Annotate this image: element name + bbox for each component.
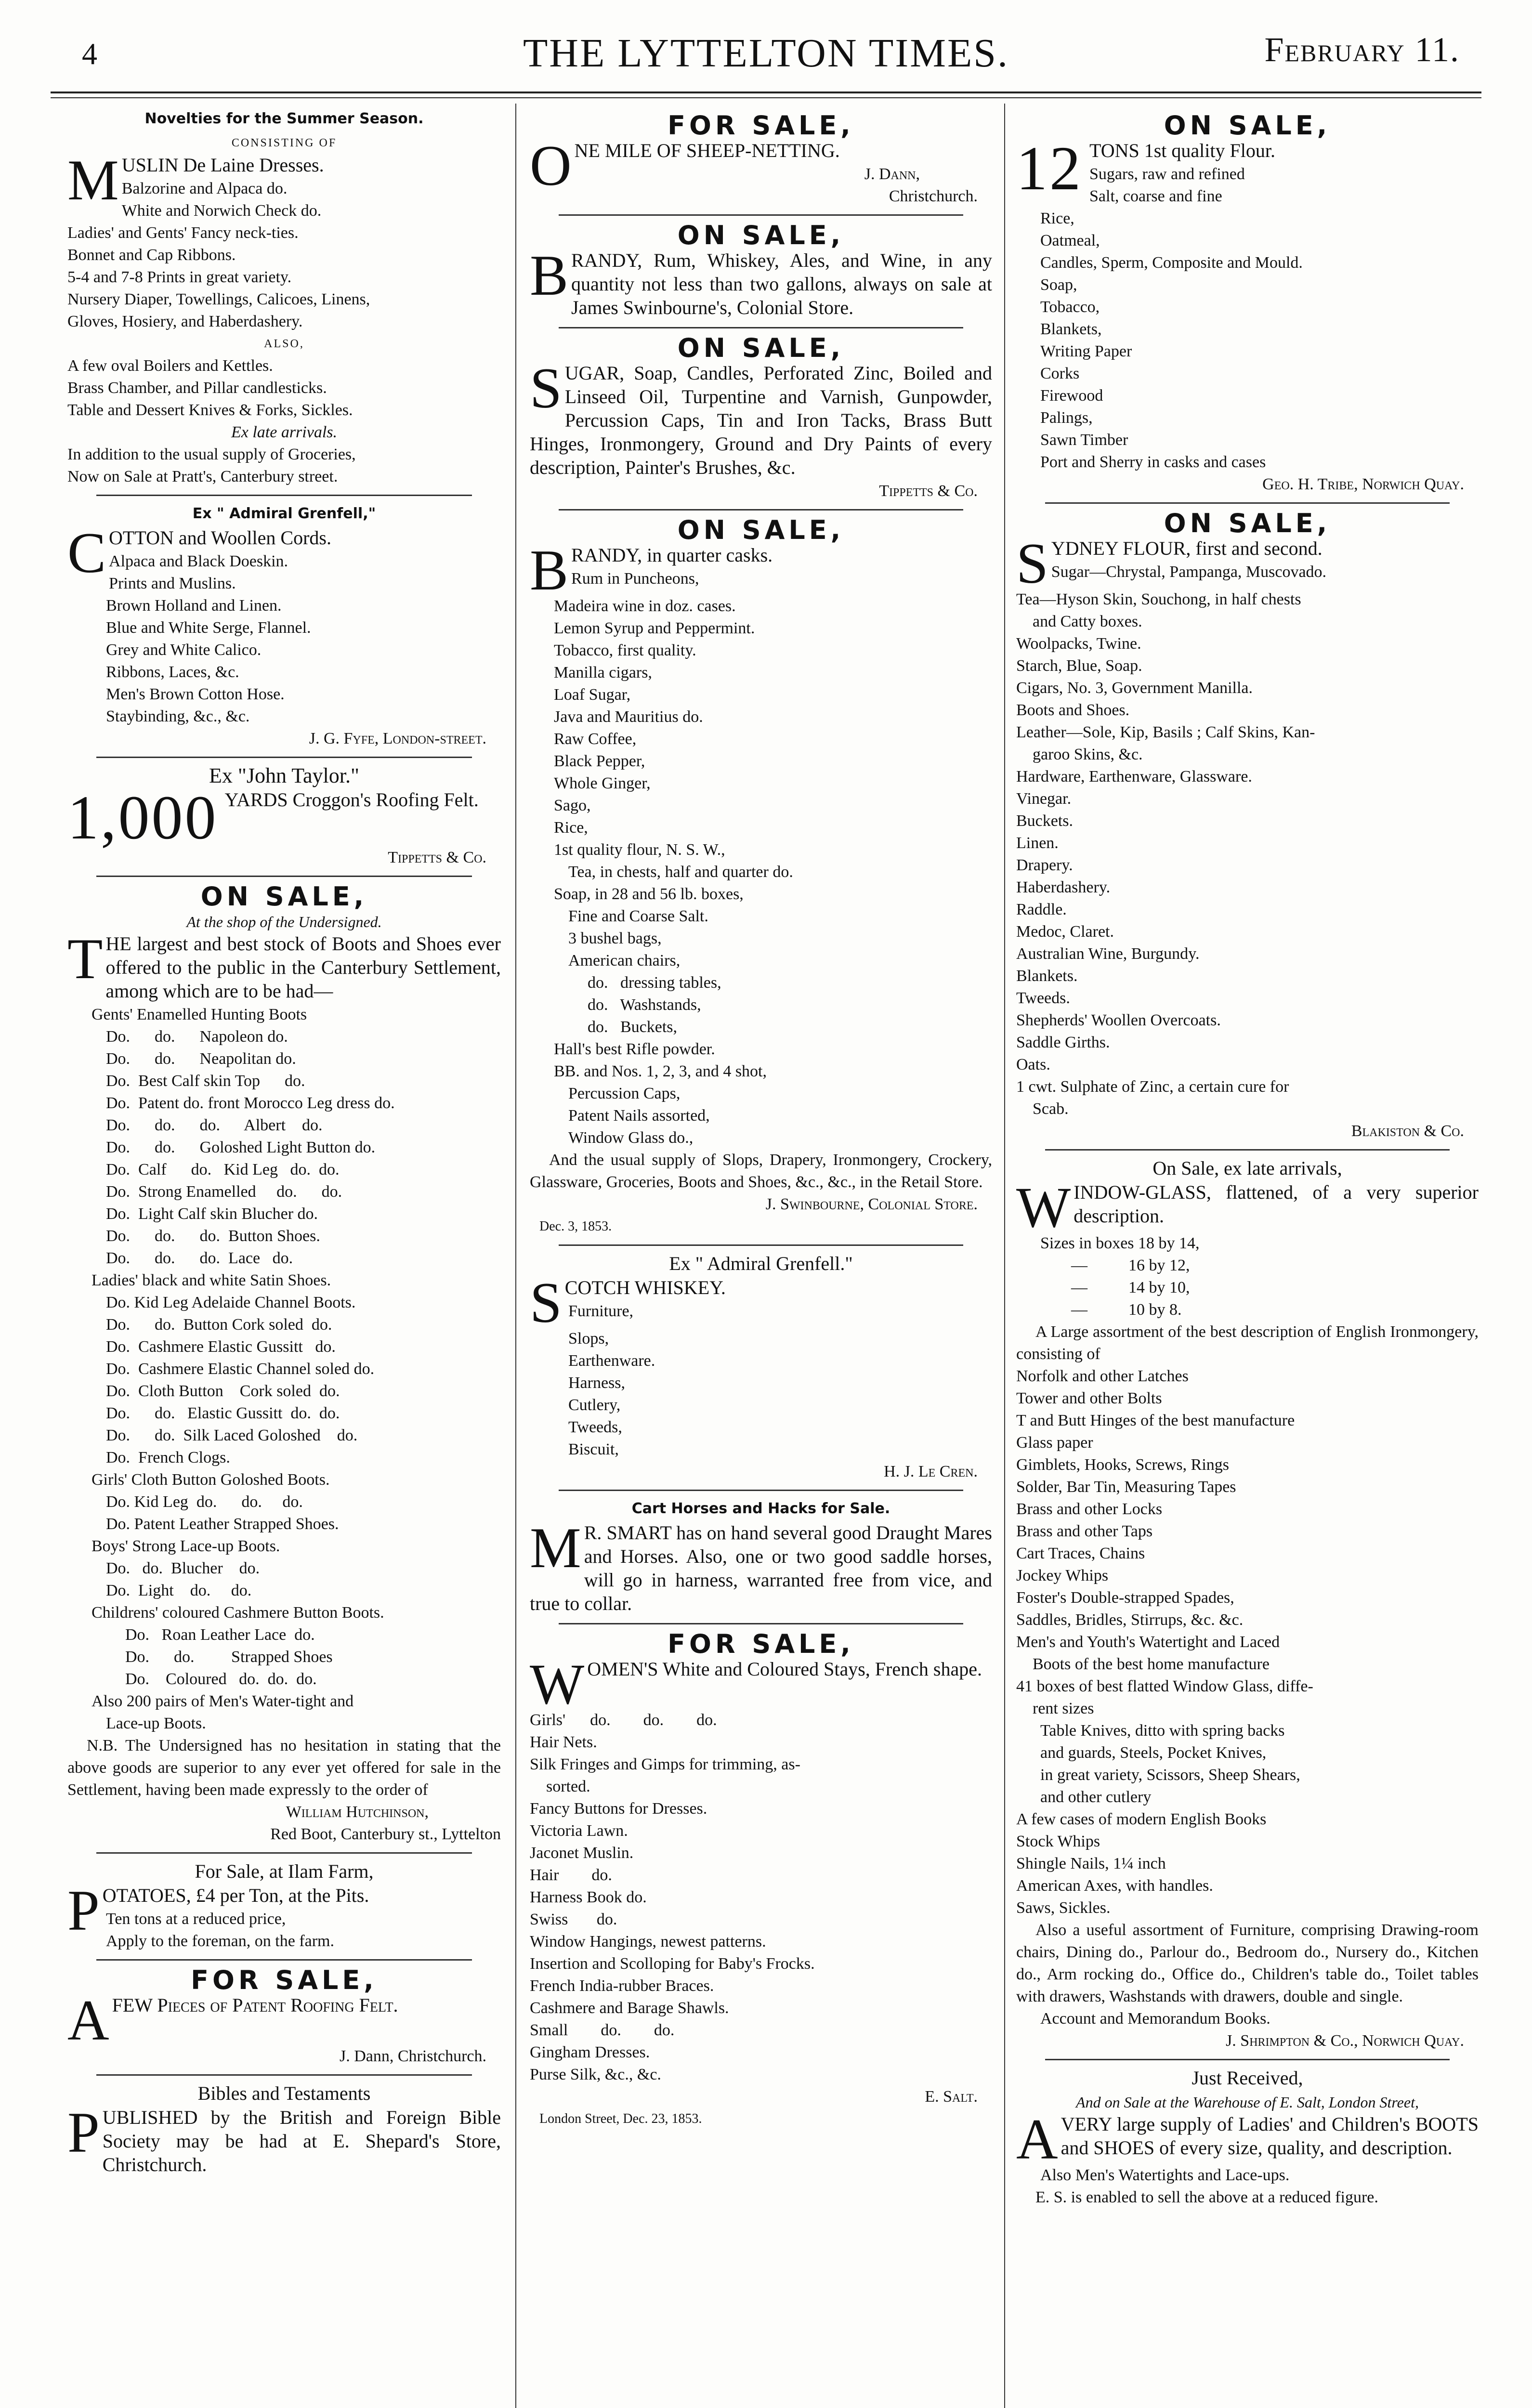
ad-line: Oats. — [1016, 1056, 1050, 1073]
ad-line: Candles, Sperm, Composite and Mould. — [1040, 254, 1303, 272]
ad-line: Account and Memorandum Books. — [1040, 2010, 1270, 2028]
ad-line: Brass Chamber, and Pillar candlesticks. — [67, 379, 327, 397]
ad-heading: Ex " Admiral Grenfell." — [669, 1253, 853, 1274]
ad-line: Salt, coarse and fine — [1089, 187, 1222, 205]
ad-line: Brass and other Locks — [1016, 1500, 1163, 1518]
ad-line: Men's and Youth's Watertight and Laced — [1016, 1633, 1280, 1651]
ad-line: E. S. is enabled to sell the above at a reduced figure. — [1035, 2188, 1378, 2206]
ad-boots-and-shoes — [67, 881, 501, 1845]
ad-heading: FOR SALE, — [668, 1629, 854, 1659]
ad-line: Do. do. do. Lace do. — [106, 1249, 293, 1267]
ad-heading: Ex "John Taylor." — [209, 764, 359, 787]
ad-subheading: CONSISTING OF — [231, 137, 337, 149]
ad-line: Scab. — [1016, 1100, 1069, 1118]
ad-line: Oatmeal, — [1040, 232, 1100, 249]
ad-line: Do. Strong Enamelled do. do. — [106, 1183, 342, 1201]
ad-line: French India-rubber Braces. — [530, 1977, 714, 1995]
ad-line: Saddle Girths. — [1016, 1034, 1110, 1051]
ad-also: ALSO, — [264, 338, 304, 350]
ad-line: Brown Holland and Linen. — [106, 597, 282, 615]
ad-line: Gloves, Hosiery, and Haberdashery. — [67, 313, 303, 330]
ad-heading: ON SALE, — [1164, 508, 1331, 538]
ad-line: and other cutlery — [1040, 1788, 1152, 1806]
ad-line: A few cases of modern English Books — [1016, 1810, 1267, 1828]
masthead — [0, 0, 1532, 96]
ad-line: Apply to the foreman, on the farm. — [106, 1932, 334, 1950]
ad-line: Do. Patent Leather Strapped Shoes. — [106, 1515, 339, 1533]
ad-line: Palings, — [1040, 409, 1093, 427]
ad-line: Do. Roan Leather Lace do. — [125, 1626, 315, 1644]
ad-line: Tea, in chests, half and quarter do. — [568, 863, 793, 881]
ad-line: 1 cwt. Sulphate of Zinc, a certain cure for — [1016, 1078, 1289, 1096]
drop-cap: M — [530, 1516, 581, 1580]
ad-line: Do. do. Goloshed Light Button do. — [106, 1139, 376, 1156]
ad-line: Cart Traces, Chains — [1016, 1544, 1145, 1562]
ad-separator — [96, 1959, 472, 1961]
ad-line: Table Knives, ditto with spring backs — [1040, 1722, 1285, 1740]
ad-heading: ON SALE, — [677, 333, 845, 363]
ad-signature: J. G. Fyfe, London-street. — [309, 730, 486, 747]
ad-separator — [96, 2074, 472, 2076]
ad-line: Vinegar. — [1016, 790, 1072, 808]
ad-line: Buckets. — [1016, 812, 1074, 830]
ad-signature: E. Salt. — [925, 2088, 978, 2106]
ad-line: Jockey Whips — [1016, 1567, 1109, 1584]
ad-text: FEW Pieces of Patent Roofing Felt. — [112, 1994, 398, 2016]
ad-line: Haberdashery. — [1016, 878, 1111, 896]
ad-line: Tea—Hyson Skin, Souchong, in half chests — [1016, 590, 1301, 608]
ad-line: Sugars, raw and refined — [1089, 165, 1245, 183]
ad-first-line: YDNEY FLOUR, first and second. — [1051, 537, 1322, 559]
ad-line: Glass paper — [1016, 1434, 1093, 1452]
ad-line: T and Butt Hinges of the best manufacture — [1016, 1412, 1295, 1429]
ad-line: Harness Book do. — [530, 1888, 647, 1906]
page-number: 4 — [82, 37, 97, 71]
ad-line: Brass and other Taps — [1016, 1522, 1153, 1540]
drop-cap: P — [67, 1878, 100, 1942]
ad-line: Lace-up Boots. — [106, 1714, 206, 1732]
ad-big-number: 12 — [1016, 134, 1083, 203]
ad-big-number: 1,000 — [67, 783, 218, 852]
ad-subheading: And on Sale at the Warehouse of E. Salt, London Street, — [1076, 2094, 1419, 2111]
ad-john-taylor-felt — [67, 765, 501, 869]
ad-signature-place: Christchurch. — [889, 187, 978, 205]
ad-first-line: RANDY, in quarter casks. — [571, 544, 773, 566]
ad-line: Do. do. Napoleon do. — [106, 1028, 288, 1046]
ad-line: Slops, — [568, 1330, 609, 1348]
column-divider — [515, 104, 516, 2408]
ad-line: Raddle. — [1016, 901, 1067, 918]
ad-line: Do. do. Blucher do. — [106, 1559, 260, 1577]
ad-heading: ON SALE, — [677, 515, 845, 545]
ad-separator — [1045, 2059, 1450, 2060]
ad-signature: Blakiston & Co. — [1351, 1122, 1464, 1140]
ad-line: Rice, — [554, 819, 588, 837]
drop-cap: S — [530, 356, 562, 420]
ad-separator — [559, 1623, 963, 1624]
ad-separator — [96, 1852, 472, 1854]
ad-line: Port and Sherry in casks and cases — [1040, 453, 1266, 471]
ad-line: Purse Silk, &c., &c. — [530, 2066, 661, 2083]
ad-line: Silk Fringes and Gimps for trimming, as- — [530, 1755, 800, 1773]
ad-line: Do. Patent do. front Morocco Leg dress do. — [106, 1094, 395, 1112]
ad-line: and guards, Steels, Pocket Knives, — [1040, 1744, 1267, 1762]
issue-date: February 11. — [1264, 30, 1460, 69]
ad-line: Do. Light do. do. — [106, 1582, 252, 1599]
ad-line: Gimblets, Hooks, Screws, Rings — [1016, 1456, 1229, 1474]
ad-date: Dec. 3, 1853. — [539, 1219, 612, 1234]
drop-cap: A — [67, 1988, 109, 2052]
ad-heading: ON SALE, — [677, 220, 845, 250]
ad-first-line: OTATOES, £4 per Ton, at the Pits. — [102, 1885, 369, 1906]
drop-cap: T — [67, 927, 103, 991]
drop-cap: C — [67, 521, 106, 585]
ad-date: London Street, Dec. 23, 1853. — [539, 2111, 702, 2126]
column-3 — [1016, 106, 1479, 2408]
ad-line: Do. Calf do. Kid Leg do. do. — [106, 1161, 340, 1178]
ad-womens-stays — [530, 1629, 992, 2130]
ad-line: Ladies' black and white Satin Shoes. — [92, 1271, 331, 1289]
ad-line: Tweeds, — [568, 1418, 622, 1436]
drop-cap: O — [530, 133, 572, 197]
ad-separator — [559, 1490, 963, 1491]
ad-first-line: USLIN De Laine Dresses. — [121, 154, 324, 176]
ad-line: Gents' Enamelled Hunting Boots — [92, 1006, 307, 1023]
ad-line: Bonnet and Cap Ribbons. — [67, 246, 236, 264]
ad-text: VERY large supply of Ladies' and Children's BOOTS and SHOES of every size, quality, and description. — [1061, 2113, 1479, 2159]
ad-signature: J. Dann, Christchurch. — [339, 2047, 486, 2065]
ad-line: Black Pepper, — [554, 752, 645, 770]
ad-line: Sawn Timber — [1040, 431, 1128, 449]
ad-line: Grey and White Calico. — [106, 641, 262, 659]
ad-line: Do. do. do. Button Shoes. — [106, 1227, 320, 1245]
drop-cap: P — [67, 2100, 100, 2164]
ad-signature: Tippetts & Co. — [388, 849, 486, 866]
ad-line: Do. do. Strapped Shoes — [125, 1648, 333, 1666]
ad-line: Drapery. — [1016, 856, 1073, 874]
ad-line: Small do. do. — [530, 2021, 675, 2039]
masthead-rule-thin — [51, 97, 1481, 98]
ad-separator — [96, 876, 472, 877]
ad-line: Do. Coloured do. do. do. — [125, 1670, 317, 1688]
ad-heading: Just Received, — [1192, 2067, 1303, 2089]
ad-separator — [1045, 1149, 1450, 1151]
ad-scotch-whiskey — [530, 1253, 992, 1483]
ad-line: Now on Sale at Pratt's, Canterbury street. — [67, 468, 338, 485]
ad-line: Ladies' and Gents' Fancy neck-ties. — [67, 224, 299, 242]
ad-line: Hall's best Rifle powder. — [554, 1040, 715, 1058]
ad-line: Sizes in boxes 18 by 14, — [1040, 1234, 1200, 1252]
ad-signature: Tippetts & Co. — [879, 482, 978, 500]
ad-first-line: OTTON and Woollen Cords. — [109, 527, 331, 549]
ad-first-line: COTCH WHISKEY. — [564, 1277, 726, 1298]
ad-bibles — [67, 2082, 501, 2177]
ad-line: Sago, — [554, 797, 591, 814]
ad-admiral-grenfell-cottons — [67, 503, 501, 750]
drop-cap: W — [530, 1652, 585, 1716]
ad-closing: And the usual supply of Slops, Drapery, Ironmongery, Crockery, Glassware, Groceries, Boots and Shoes, &c., &c., in the Retail Store. — [530, 1151, 992, 1191]
ad-line: Staybinding, &c., &c. — [106, 707, 250, 725]
ad-line: Hair Nets. — [530, 1733, 597, 1751]
ad-line: Boots of the best home manufacture — [1016, 1655, 1270, 1673]
ad-line: Cigars, No. 3, Government Manilla. — [1016, 679, 1253, 697]
ad-line: — 14 by 10, — [1055, 1279, 1190, 1296]
ad-separator — [96, 495, 472, 496]
ad-line: Shepherds' Woollen Overcoats. — [1016, 1011, 1221, 1029]
ad-line: Also Men's Watertights and Lace-ups. — [1040, 2166, 1290, 2184]
ad-line: Hair do. — [530, 1866, 612, 1884]
ad-line: Do. do. Elastic Gussitt do. do. — [106, 1404, 340, 1422]
ad-line: do. Buckets, — [588, 1018, 678, 1036]
ad-line: Cutlery, — [568, 1396, 621, 1414]
ad-line: Ten tons at a reduced price, — [106, 1910, 286, 1928]
ad-line: Whole Ginger, — [554, 774, 651, 792]
ad-signature-address: Red Boot, Canterbury st., Lyttelton — [270, 1825, 501, 1843]
ad-line: Biscuit, — [568, 1440, 619, 1458]
ad-line: Leather—Sole, Kip, Basils ; Calf Skins, Kan- — [1016, 723, 1315, 741]
ad-line: Window Hangings, newest patterns. — [530, 1933, 766, 1950]
column-divider — [1004, 104, 1005, 2408]
ad-line: sorted. — [530, 1778, 590, 1795]
ad-sydney-flour — [1016, 508, 1479, 1142]
ad-line: Foster's Double-strapped Spades, — [1016, 1589, 1234, 1607]
ad-line: Raw Coffee, — [554, 730, 637, 748]
drop-cap: S — [1016, 531, 1048, 595]
ad-line: Firewood — [1040, 387, 1103, 405]
ad-signature: J. Dann, — [864, 165, 920, 183]
ad-line: Swiss do. — [530, 1911, 617, 1928]
ad-heading: FOR SALE, — [668, 110, 854, 141]
ad-line: Hardware, Earthenware, Glassware. — [1016, 768, 1252, 785]
ad-line: Balzorine and Alpaca do. — [121, 180, 288, 197]
ad-line: Soap, — [1040, 276, 1077, 294]
ad-heading: FOR SALE, — [191, 1965, 378, 1995]
ad-line: 5-4 and 7-8 Prints in great variety. — [67, 268, 292, 286]
ad-line: do. dressing tables, — [588, 974, 721, 992]
ad-line: Do. Kid Leg Adelaide Channel Boots. — [106, 1294, 356, 1311]
ad-line: Do. do. Neapolitan do. — [106, 1050, 296, 1068]
ad-line: Childrens' coloured Cashmere Button Boots. — [92, 1604, 384, 1622]
ad-just-received — [1016, 2067, 1479, 2209]
ad-line: Tobacco, first quality. — [554, 641, 696, 659]
ad-line: Jaconet Muslin. — [530, 1844, 634, 1862]
ad-line: Corks — [1040, 365, 1080, 382]
ad-line: Australian Wine, Burgundy. — [1016, 945, 1200, 963]
ad-window-glass — [1016, 1157, 1479, 2052]
ad-line: Writing Paper — [1040, 342, 1132, 360]
ad-signature: Geo. H. Tribe, Norwich Quay. — [1262, 475, 1464, 493]
ad-signature: H. J. Le Cren. — [884, 1463, 978, 1480]
ad-line: Do. do. do. Albert do. — [106, 1116, 323, 1134]
ad-line: Saws, Sickles. — [1016, 1899, 1111, 1917]
ad-heading: ON SALE, — [1164, 110, 1331, 141]
ad-line: Boys' Strong Lace-up Boots. — [92, 1537, 280, 1555]
ad-line: rent sizes — [1016, 1700, 1094, 1717]
ad-line: Madeira wine in doz. cases. — [554, 597, 736, 615]
ad-line: Blue and White Serge, Flannel. — [106, 619, 311, 637]
ad-line: Do. Cashmere Elastic Channel soled do. — [106, 1360, 375, 1378]
ad-cart-horses — [530, 1498, 992, 1616]
ad-separator — [1045, 502, 1450, 504]
ad-line: Patent Nails assorted, — [568, 1107, 710, 1125]
ad-line: Saddles, Bridles, Stirrups, &c. &c. — [1016, 1611, 1244, 1629]
ad-signature: J. Shrimpton & Co., Norwich Quay. — [1226, 2032, 1464, 2050]
ad-line: Solder, Bar Tin, Measuring Tapes — [1016, 1478, 1236, 1496]
ad-line: Men's Brown Cotton Hose. — [106, 685, 285, 703]
ad-line: Do. French Clogs. — [106, 1449, 230, 1466]
ad-line: Blankets. — [1016, 967, 1078, 985]
ad-heading: Novelties for the Summer Season. — [144, 110, 424, 127]
ad-first-line: TONS 1st quality Flour. — [1089, 140, 1275, 161]
ad-line: In addition to the usual supply of Groceries, — [67, 445, 356, 463]
ad-separator — [559, 1244, 963, 1246]
ad-line: Do. Light Calf skin Blucher do. — [106, 1205, 318, 1223]
ad-line: Girls' Cloth Button Goloshed Boots. — [92, 1471, 330, 1489]
ad-signature: William Hutchinson, — [286, 1803, 429, 1821]
ad-line: Prints and Muslins. — [109, 575, 236, 592]
newspaper-title: THE LYTTELTON TIMES. — [523, 31, 1009, 76]
ad-line: Rum in Puncheons, — [571, 570, 699, 588]
ad-first-line: OMEN'S White and Coloured Stays, French shape. — [587, 1658, 982, 1680]
ad-line: Earthenware. — [568, 1352, 655, 1370]
ad-line: Lemon Syrup and Peppermint. — [554, 619, 755, 637]
ad-first-line: INDOW-GLASS, flattened, of a very superior description. — [1074, 1181, 1479, 1227]
ad-line: American chairs, — [568, 952, 681, 969]
drop-cap: B — [530, 538, 569, 602]
ad-ilam-farm-potatoes — [67, 1860, 501, 1952]
ad-line: Percussion Caps, — [568, 1085, 681, 1102]
drop-cap: S — [530, 1270, 562, 1335]
ad-line: Do. do. Silk Laced Goloshed do. — [106, 1426, 358, 1444]
drop-cap: B — [530, 243, 569, 307]
ad-line: White and Norwich Check do. — [121, 202, 322, 220]
ad-line: Do. Cashmere Elastic Gussitt do. — [106, 1338, 336, 1356]
ad-heading: For Sale, at Ilam Farm, — [195, 1860, 374, 1882]
ad-text: UGAR, Soap, Candles, Perforated Zinc, Boiled and Linseed Oil, Turpentine and Varnish, Gunpowder, Percussion Caps, Tin and Iron Tacks, Brass Butt Hinges, Ironmongery, Ground and Dry Paints of every description, Painter's Brushes, &c. — [530, 362, 992, 478]
ad-text: YARDS Croggon's Roofing Felt. — [224, 789, 479, 811]
ad-summer-novelties — [67, 108, 501, 488]
ad-line: Girls' do. do. do. — [530, 1711, 717, 1729]
ad-line: Shingle Nails, 1¼ inch — [1016, 1855, 1166, 1872]
ad-separator — [559, 509, 963, 510]
ad-line: Norfolk and other Latches — [1016, 1367, 1189, 1385]
ad-closing: Also a useful assortment of Furniture, comprising Drawing-room chairs, Dining do., Parlour do., Bedroom do., Nursery do., Kitchen do., Arm rocking do., Office do., Children's table do., Toilet tables with drawers, Washstands with drawers, double and single. — [1016, 1921, 1479, 2005]
ad-line: Tobacco, — [1040, 298, 1100, 316]
ad-line: Do. Cloth Button Cork soled do. — [106, 1382, 340, 1400]
ad-line: Also 200 pairs of Men's Water-tight and — [92, 1692, 354, 1710]
ad-line: Gingham Dresses. — [530, 2043, 650, 2061]
ad-heading: Cart Horses and Hacks for Sale. — [631, 1500, 890, 1517]
drop-cap: M — [67, 148, 119, 212]
ad-line: Ribbons, Laces, &c. — [106, 663, 239, 681]
ad-line: Boots and Shoes. — [1016, 701, 1130, 719]
ad-sheep-netting — [530, 110, 992, 208]
ad-line: Fancy Buttons for Dresses. — [530, 1800, 707, 1818]
ad-flour-12-tons — [1016, 110, 1479, 496]
ad-line: Soap, in 28 and 56 lb. boxes, — [554, 885, 744, 903]
ad-line: Furniture, — [568, 1302, 634, 1320]
ad-line: Do. Best Calf skin Top do. — [106, 1072, 305, 1090]
ad-line: Alpaca and Black Doeskin. — [109, 552, 288, 570]
ad-line: BB. and Nos. 1, 2, 3, and 4 shot, — [554, 1062, 767, 1080]
ad-italic-note: Ex late arrivals. — [231, 423, 338, 441]
ad-line: Blankets, — [1040, 320, 1102, 338]
ad-line: Fine and Coarse Salt. — [568, 907, 708, 925]
ad-line: A few oval Boilers and Kettles. — [67, 357, 273, 375]
drop-cap: A — [1016, 2107, 1058, 2171]
ad-line: Java and Mauritius do. — [554, 708, 703, 726]
ad-line: Do. Kid Leg do. do. do. — [106, 1493, 303, 1511]
ad-line: — 10 by 8. — [1055, 1301, 1182, 1319]
column-1 — [67, 106, 501, 2408]
ad-line: Window Glass do., — [568, 1129, 694, 1147]
ad-separator — [559, 214, 963, 216]
ad-line: Starch, Blue, Soap. — [1016, 657, 1142, 675]
ad-subheading: At the shop of the Undersigned. — [186, 913, 382, 930]
ad-line: Insertion and Scolloping for Baby's Frocks. — [530, 1955, 815, 1973]
ad-line: Victoria Lawn. — [530, 1822, 628, 1840]
ad-text: R. SMART has on hand several good Draught Mares and Horses. Also, one or two good saddle horses, will go in harness, warranted free from vice, and true to collar. — [530, 1522, 992, 1614]
ad-line: in great variety, Scissors, Sheep Shears, — [1040, 1766, 1300, 1784]
ad-line: Tower and other Bolts — [1016, 1389, 1162, 1407]
ad-line: Woolpacks, Twine. — [1016, 635, 1141, 653]
ad-line: 1st quality flour, N. S. W., — [554, 841, 725, 859]
ad-line: 3 bushel bags, — [568, 929, 662, 947]
ad-line: do. Washstands, — [588, 996, 701, 1014]
masthead-rule — [51, 92, 1481, 93]
ad-line: Do. do. Button Cork soled do. — [106, 1316, 332, 1334]
ad-line: Sugar—Chrystal, Pampanga, Muscovado. — [1051, 563, 1327, 581]
ad-roofing-felt — [67, 1965, 501, 2068]
ad-intro: HE largest and best stock of Boots and Shoes ever offered to the public in the Canterbury Settlement, among which are to be had— — [105, 933, 501, 1002]
ad-heading: Ex " Admiral Grenfell," — [192, 505, 376, 522]
ad-brandy-quarter-casks — [530, 515, 992, 1238]
ad-note: N.B. The Undersigned has no hesitation in stating that the above goods are superior to any ever yet offered for sale in the Settlement, having been made expressly to the order of — [67, 1737, 501, 1799]
ad-text: RANDY, Rum, Whiskey, Ales, and Wine, in any quantity not less than two gallons, always on sale at James Swinbourne's, Colonial Store. — [571, 249, 992, 318]
ad-separator — [559, 327, 963, 328]
ad-separator — [96, 757, 472, 758]
ad-brandy-rum — [530, 220, 992, 320]
ad-intro: A Large assortment of the best description of English Ironmongery, consisting of — [1016, 1323, 1479, 1363]
column-2 — [530, 106, 992, 2408]
ad-line: American Axes, with handles. — [1016, 1877, 1213, 1895]
ad-line: Manilla cigars, — [554, 664, 652, 681]
ad-sugar-soap — [530, 333, 992, 502]
ad-line: Loaf Sugar, — [554, 686, 631, 704]
ad-line: and Catty boxes. — [1016, 613, 1142, 630]
ad-line: Stock Whips — [1016, 1832, 1100, 1850]
ad-line: Rice, — [1040, 209, 1074, 227]
ad-line: Cashmere and Barage Shawls. — [530, 1999, 729, 2017]
ad-line: 41 boxes of best flatted Window Glass, diffe- — [1016, 1677, 1313, 1695]
ad-line: Medoc, Claret. — [1016, 923, 1114, 941]
ad-text: UBLISHED by the British and Foreign Bible Society may be had at E. Shepard's Store, Christchurch. — [102, 2107, 501, 2175]
ad-line: Nursery Diaper, Towellings, Calicoes, Linens, — [67, 290, 370, 308]
drop-cap: W — [1016, 1175, 1071, 1239]
ad-line: Linen. — [1016, 834, 1059, 852]
ad-line: Table and Dessert Knives & Forks, Sickles. — [67, 401, 353, 419]
ad-signature: J. Swinbourne, Colonial Store. — [765, 1195, 978, 1213]
ad-heading: Bibles and Testaments — [197, 2082, 371, 2104]
ad-text: NE MILE OF SHEEP-NETTING. — [574, 140, 840, 161]
ad-line: Tweeds. — [1016, 989, 1070, 1007]
ad-heading: On Sale, ex late arrivals, — [1152, 1157, 1342, 1179]
ad-line: Harness, — [568, 1374, 626, 1392]
ad-line: garoo Skins, &c. — [1016, 746, 1143, 763]
ad-heading: ON SALE, — [200, 881, 368, 912]
ad-line: — 16 by 12, — [1055, 1256, 1190, 1274]
